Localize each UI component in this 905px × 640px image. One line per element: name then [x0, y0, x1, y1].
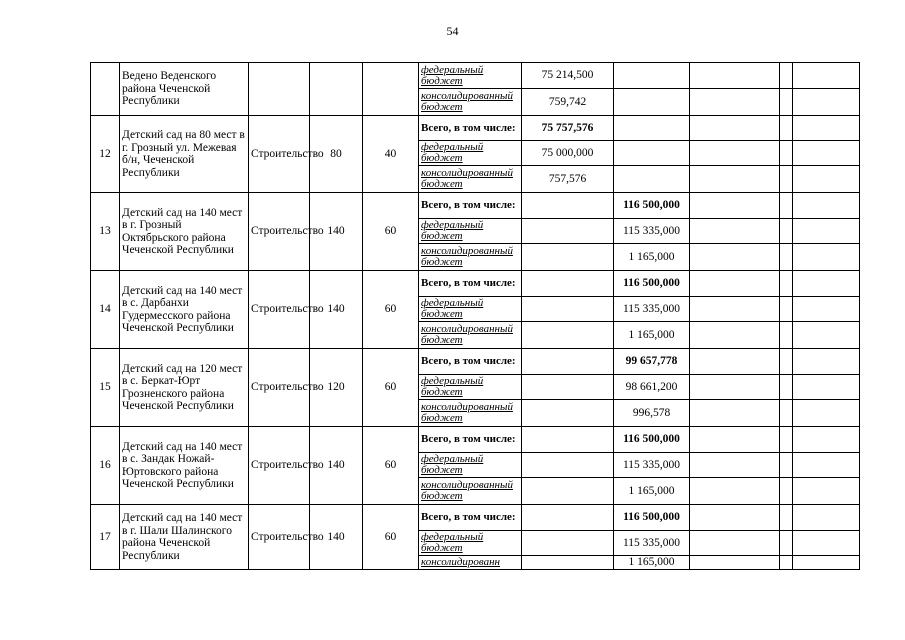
empty-cell	[690, 505, 780, 531]
row-number: 17	[91, 505, 120, 570]
empty-cell	[793, 141, 860, 166]
empty-cell	[793, 166, 860, 193]
amount-col-2	[614, 166, 690, 193]
object-name: Ведено Веденского района Чеченской Республики	[120, 63, 249, 116]
empty-cell	[690, 531, 780, 556]
empty-cell	[793, 531, 860, 556]
table-row	[91, 116, 860, 141]
amount-col-1	[522, 322, 614, 349]
funding-source: федеральный бюджет	[419, 219, 522, 244]
amount-col-1	[522, 349, 614, 375]
empty-cell	[780, 297, 793, 322]
table-row	[91, 427, 860, 453]
empty-cell	[780, 478, 793, 505]
empty-cell	[780, 219, 793, 244]
object-name: Детский сад на 80 мест в г. Грозный ул. Межевая б/н, Чеченской Республики	[120, 116, 249, 193]
empty-cell	[793, 505, 860, 531]
empty-cell	[780, 244, 793, 271]
work-type: Строительство	[249, 193, 310, 271]
empty-cell	[793, 271, 860, 297]
empty-cell	[690, 400, 780, 427]
funding-source: консолидированный бюджет	[419, 322, 522, 349]
amount-col-1: 75 000,000	[522, 141, 614, 166]
amount-col-1: 759,742	[522, 89, 614, 116]
amount-col-1	[522, 531, 614, 556]
funding-source: консолидированный бюджет	[419, 166, 522, 193]
table-row	[91, 349, 860, 375]
amount-col-2: 116 500,000	[614, 193, 690, 219]
amount-col-1	[522, 453, 614, 478]
table-row	[91, 505, 860, 531]
object-name: Детский сад на 120 мест в с. Беркат-Юрт Грозненского района Чеченской Республики	[120, 349, 249, 427]
row-number	[91, 63, 120, 116]
empty-cell	[690, 166, 780, 193]
work-type	[249, 63, 310, 116]
table-row	[91, 193, 860, 219]
funding-source: консолидированн	[419, 556, 522, 570]
page-number: 54	[446, 24, 459, 38]
empty-cell	[780, 271, 793, 297]
empty-cell	[690, 453, 780, 478]
amount-col-2: 98 661,200	[614, 375, 690, 400]
funding-source: федеральный бюджет	[419, 141, 522, 166]
capacity	[310, 63, 363, 116]
empty-cell	[690, 141, 780, 166]
staff-count: 60	[363, 505, 419, 570]
row-number: 14	[91, 271, 120, 349]
empty-cell	[780, 322, 793, 349]
amount-col-1	[522, 271, 614, 297]
amount-col-1	[522, 219, 614, 244]
staff-count: 60	[363, 349, 419, 427]
amount-col-1	[522, 297, 614, 322]
funding-source: консолидированный бюджет	[419, 89, 522, 116]
empty-cell	[793, 244, 860, 271]
funding-source: Всего, в том числе:	[419, 116, 522, 141]
empty-cell	[780, 400, 793, 427]
empty-cell	[690, 63, 780, 89]
empty-cell	[793, 349, 860, 375]
amount-col-1: 75 757,576	[522, 116, 614, 141]
amount-col-2: 115 335,000	[614, 219, 690, 244]
empty-cell	[780, 349, 793, 375]
empty-cell	[793, 375, 860, 400]
empty-cell	[690, 116, 780, 141]
row-number: 15	[91, 349, 120, 427]
funding-source: консолидированный бюджет	[419, 244, 522, 271]
amount-col-1	[522, 375, 614, 400]
funding-source: федеральный бюджет	[419, 297, 522, 322]
amount-col-1	[522, 427, 614, 453]
staff-count: 60	[363, 271, 419, 349]
empty-cell	[793, 193, 860, 219]
empty-cell	[780, 116, 793, 141]
amount-col-1	[522, 193, 614, 219]
work-type: Строительство	[249, 116, 310, 193]
amount-col-2: 115 335,000	[614, 531, 690, 556]
staff-count: 60	[363, 193, 419, 271]
object-name: Детский сад на 140 мест в г. Шали Шалинского района Чеченской Республики	[120, 505, 249, 570]
empty-cell	[780, 375, 793, 400]
empty-cell	[793, 116, 860, 141]
amount-col-2: 1 165,000	[614, 478, 690, 505]
table-row	[91, 271, 860, 297]
empty-cell	[780, 193, 793, 219]
row-number: 12	[91, 116, 120, 193]
empty-cell	[690, 322, 780, 349]
capacity: 120	[310, 349, 363, 427]
empty-cell	[690, 89, 780, 116]
funding-source: Всего, в том числе:	[419, 427, 522, 453]
capacity: 140	[310, 193, 363, 271]
funding-source: федеральный бюджет	[419, 375, 522, 400]
empty-cell	[793, 427, 860, 453]
capacity: 140	[310, 505, 363, 570]
amount-col-2: 1 165,000	[614, 322, 690, 349]
empty-cell	[793, 322, 860, 349]
funding-source: Всего, в том числе:	[419, 505, 522, 531]
empty-cell	[780, 63, 793, 89]
amount-col-1	[522, 400, 614, 427]
budget-table	[90, 62, 860, 570]
funding-source: консолидированный бюджет	[419, 400, 522, 427]
amount-col-1	[522, 556, 614, 570]
empty-cell	[780, 453, 793, 478]
table-row	[91, 63, 860, 89]
funding-source: Всего, в том числе:	[419, 271, 522, 297]
amount-col-2: 996,578	[614, 400, 690, 427]
empty-cell	[793, 63, 860, 89]
amount-col-1	[522, 505, 614, 531]
empty-cell	[793, 219, 860, 244]
empty-cell	[690, 349, 780, 375]
amount-col-2: 1 165,000	[614, 244, 690, 271]
empty-cell	[780, 89, 793, 116]
funding-source: федеральный бюджет	[419, 63, 522, 89]
work-type: Строительство	[249, 505, 310, 570]
staff-count: 60	[363, 427, 419, 505]
empty-cell	[780, 505, 793, 531]
empty-cell	[780, 141, 793, 166]
amount-col-2: 115 335,000	[614, 297, 690, 322]
empty-cell	[780, 556, 793, 570]
amount-col-1	[522, 244, 614, 271]
row-number: 16	[91, 427, 120, 505]
empty-cell	[793, 297, 860, 322]
object-name: Детский сад на 140 мест в с. Дарбанхи Гудермесского района Чеченской Республики	[120, 271, 249, 349]
empty-cell	[690, 219, 780, 244]
empty-cell	[793, 400, 860, 427]
capacity: 80	[310, 116, 363, 193]
funding-source: консолидированный бюджет	[419, 478, 522, 505]
empty-cell	[690, 478, 780, 505]
amount-col-2	[614, 89, 690, 116]
empty-cell	[690, 297, 780, 322]
empty-cell	[690, 271, 780, 297]
empty-cell	[690, 427, 780, 453]
empty-cell	[780, 166, 793, 193]
amount-col-2: 116 500,000	[614, 271, 690, 297]
staff-count	[363, 63, 419, 116]
work-type: Строительство	[249, 271, 310, 349]
work-type: Строительство	[249, 427, 310, 505]
empty-cell	[690, 193, 780, 219]
object-name: Детский сад на 140 мест в с. Зандак Ножай-Юртовского района Чеченской Республики	[120, 427, 249, 505]
amount-col-2: 116 500,000	[614, 427, 690, 453]
empty-cell	[780, 531, 793, 556]
amount-col-2: 116 500,000	[614, 505, 690, 531]
staff-count: 40	[363, 116, 419, 193]
amount-col-2: 115 335,000	[614, 453, 690, 478]
empty-cell	[780, 427, 793, 453]
amount-col-1: 75 214,500	[522, 63, 614, 89]
row-number: 13	[91, 193, 120, 271]
object-name: Детский сад на 140 мест в г. Грозный Октябрьского района Чеченской Республики	[120, 193, 249, 271]
funding-source: федеральный бюджет	[419, 453, 522, 478]
funding-source: Всего, в том числе:	[419, 349, 522, 375]
empty-cell	[793, 453, 860, 478]
capacity: 140	[310, 271, 363, 349]
amount-col-2	[614, 116, 690, 141]
funding-source: федеральный бюджет	[419, 531, 522, 556]
empty-cell	[793, 556, 860, 570]
empty-cell	[690, 375, 780, 400]
amount-col-2	[614, 63, 690, 89]
amount-col-2	[614, 141, 690, 166]
amount-col-1	[522, 478, 614, 505]
amount-col-2: 99 657,778	[614, 349, 690, 375]
amount-col-2: 1 165,000	[614, 556, 690, 570]
funding-source: Всего, в том числе:	[419, 193, 522, 219]
capacity: 140	[310, 427, 363, 505]
work-type: Строительство	[249, 349, 310, 427]
empty-cell	[793, 478, 860, 505]
amount-col-1: 757,576	[522, 166, 614, 193]
empty-cell	[690, 244, 780, 271]
empty-cell	[690, 556, 780, 570]
empty-cell	[793, 89, 860, 116]
